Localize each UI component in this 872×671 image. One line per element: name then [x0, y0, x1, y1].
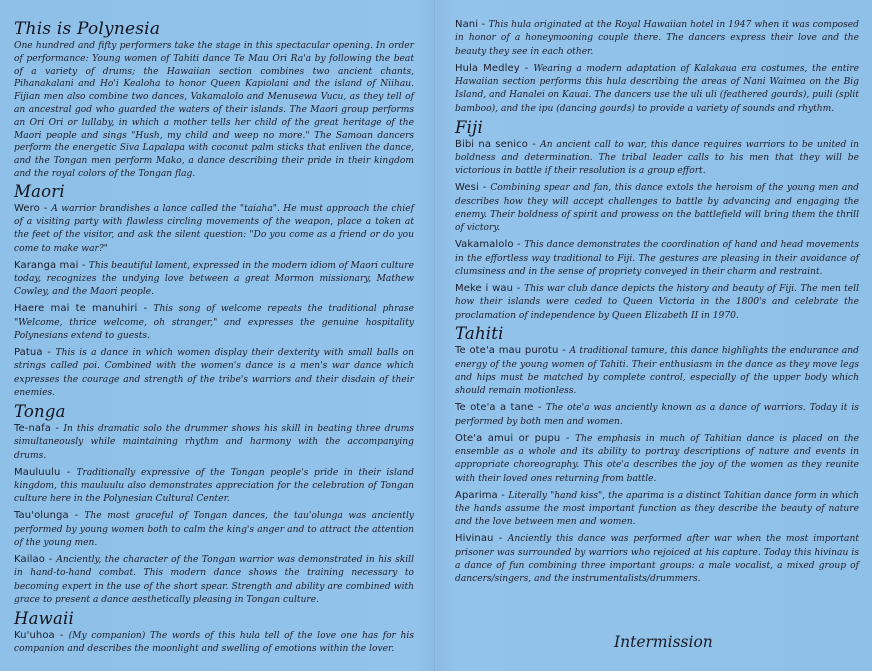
dance-title: Wesi — [455, 182, 479, 194]
dance-title: Meke i wau — [455, 282, 514, 294]
dance-entry — [455, 181, 859, 235]
dance-description: Wearing a modern adaptation of Kalakaua era costumes, the entire Hawaiian section performs this hula describing the areas of Nani Waimea on the Big Island, and Hanalei on Kauai. The dancers use the uli uli (feathered gourds), puili (split bamboo), and the ipu (dancing gourds) to provide a variety of sounds and rhythm. — [455, 63, 859, 114]
dance-description: This war club dance depicts the history and beauty of Fiji. The men tell how their islands were ceded to Queen Victoria in the 1800's and celebrate the proclamation of independence by Queen Elizabeth II in 1970. — [455, 283, 859, 321]
title-separator: - — [533, 402, 546, 414]
section-heading-hawaii: Hawaii — [14, 608, 74, 628]
section-heading-tonga: Tonga — [14, 401, 66, 421]
dance-title: Te ote'a a tane — [455, 402, 534, 414]
dance-entry — [455, 18, 859, 59]
dance-title: Bibi na senico — [455, 138, 528, 150]
dance-title: Nani — [455, 19, 479, 30]
dance-title: Mauluulu — [14, 466, 61, 478]
dance-entry — [455, 238, 859, 279]
section-heading-polynesia: This is Polynesia — [14, 19, 161, 39]
dance-entry — [14, 629, 414, 657]
dance-entry — [14, 466, 414, 507]
dance-title: Aparima — [455, 489, 498, 501]
dance-entry — [455, 282, 859, 323]
title-separator: - — [527, 138, 541, 150]
section-heading-fiji: Fiji — [455, 117, 483, 137]
dance-entry — [455, 401, 859, 429]
intermission-label: Intermission — [614, 633, 713, 651]
dance-title: Karanga mai — [14, 259, 79, 271]
dance-description: This is a dance in which women display their dexterity with small balls on strings called poi. Combined with the women's dance is a men's war dance which expresses the courage and strength of the tribe's warriors and their disdain of their enemies. — [14, 347, 414, 399]
dance-entry — [455, 138, 859, 179]
page-fold — [434, 0, 438, 671]
title-separator: - — [50, 422, 64, 434]
left-sections — [14, 183, 414, 657]
dance-entry — [14, 302, 414, 343]
dance-description: (My companion) The words of this hula tell of the love one has for his companion and describes the moonlight and swelling of emotions within the lover. — [14, 630, 414, 655]
dance-description: Combining spear and fan, this dance extols the heroism of the young men and describes how they will accept challenges to battle by advancing and engaging the enemy. Their boldness of spirit and prowess on the battlefield will bring them the thrill of victory. — [455, 183, 859, 234]
dance-description: A traditional tamure, this dance highlights the endurance and energy of the young women of Tahiti. Their enthusiasm in the dance as they move legs and hips must be matched by complete control, especially of the upper body which should remain motionless. — [455, 346, 859, 397]
dance-entry — [455, 344, 859, 398]
title-separator: - — [42, 346, 56, 358]
right-column — [455, 0, 859, 589]
dance-title: Ote'a amui or pupu — [455, 432, 561, 444]
title-separator: - — [68, 510, 85, 522]
dance-title: Kailao — [14, 553, 45, 565]
dance-description: Anciently, the character of the Tongan warrior was demonstrated in his skill in hand-to-hand combat. This modern dance shows the training necessary to becoming expert in the use of the short spear. Strength and ability are combined with grace to present a dance aesthetically pleasing in Tongan culture. — [14, 554, 414, 605]
dance-description: The emphasis in much of Tahitian dance is placed on the ensemble as a whole and its ability to portray descriptions of nature and events in appropriate choreography. This ote'a describes the joy of the women as they reunite with their loved ones returning from battle. — [455, 433, 859, 484]
dance-description: The most graceful of Tongan dances, the tau'olunga was anciently performed by young women both to calm the king's anger and to attract the attention of the young men. — [14, 511, 414, 548]
dance-description: Anciently this dance was performed after war when the most important prisoner was surrounded by warriors who rejoiced at his capture. Today this hivinau is a dance of fun combining three important groups: a male vocalist, a mixed group of dancers/singers, and the instrumentalists/drummers. — [455, 534, 859, 585]
dance-entry — [14, 346, 414, 400]
dance-title: Te-nafa — [14, 422, 51, 434]
title-separator: - — [560, 432, 576, 444]
title-separator: - — [39, 202, 52, 214]
dance-description: A warrior brandishes a lance called the "taiaha". He must approach the chief of a visiting party with flawless circling movements of the weapon, place a token at the feet of the visitor, and ask the silent question: "Do you come as a friend or do you come to make war?" — [14, 203, 414, 254]
dance-entry — [455, 62, 859, 116]
dance-description: This beautiful lament, expressed in the modern idiom of Maori culture today, recognizes the undying love between a great Mormon missionary, Mathew Cowley, and the Maori people. — [14, 260, 414, 298]
dance-title: Vakamalolo — [455, 239, 514, 251]
dance-description: In this dramatic solo the drummer shows his skill in beating three drums simultaneously while maintaining rhythm and harmony with the accompanying drums. — [14, 423, 414, 461]
dance-title: Te ote'a mau purotu — [455, 345, 559, 357]
dance-description: Traditionally expressive of the Tongan people's pride in their island kingdom, this mauluulu also demonstrates appreciation for the celebration of Tongan culture here in the Polynesian Cultural Center. — [14, 467, 414, 505]
dance-title: Hivinau — [455, 533, 494, 545]
dance-entry — [14, 259, 414, 300]
title-separator: - — [54, 629, 69, 641]
title-separator: - — [493, 533, 508, 545]
section-heading-tahiti: Tahiti — [455, 324, 504, 344]
title-separator: - — [519, 62, 534, 74]
dance-description: This hula originated at the Royal Hawaiian hotel in 1947 when it was composed in honor of a honeymooning couple there. The dancers express their love and the beauty they see in each other. — [455, 20, 859, 57]
title-separator: - — [137, 303, 154, 315]
dance-title: Tau'olunga — [14, 510, 69, 522]
dance-description: This dance demonstrates the coordination of hand and head movements in the effortless way traditional to Fiji. The gestures are pleasing in their avoidance of clumsiness and in the sense of propriety conveyed in their charm and restraint. — [455, 240, 859, 277]
dance-title: Hula Medley — [455, 62, 520, 74]
title-separator: - — [478, 182, 491, 194]
polynesia-intro: One hundred and fifty performers take the stage in this spectacular opening. In order of performance: Young women of Tahiti dance Te Mau Ori Ra'a by following the beat of a variety of drums; the Hawaiian section combines two ancient chants, Pihanakalani and Ho'i Kealoha to honor Queen Kapiolani and the island of Niihau. Fijian men also combine two dances, Vakamalolo and Menusewa Vucu, as they tell of an ancestral god who guarded the waters of their islands. The Maori group performs an Ori Ori or lullaby, in which a mother tells her child of the great heritage of the Maori people and sings "Hush, my child and weep no more." The Samoan dancers perform the energetic Siva Lapalapa with coconut palm sticks that enliven the dance, and the Tongan men perform Mako, a dance describing their pride in their kingdom and the royal colors of the Tongan flag. — [14, 41, 414, 179]
dance-description: The ote'a was anciently known as a dance of warriors. Today it is performed by both men and women. — [455, 403, 859, 427]
dance-entry — [14, 422, 414, 463]
dance-entry — [455, 432, 859, 486]
dance-description: An ancient call to war, this dance requires warriors to be united in boldness and determination. The tribal leader calls to his men that they will be victorious in battle if their resolution is a group effort. — [455, 139, 859, 177]
dance-title: Wero — [14, 202, 40, 214]
dance-entry — [14, 553, 414, 607]
title-separator: - — [497, 489, 509, 501]
title-separator: - — [513, 239, 525, 251]
title-separator: - — [44, 553, 57, 565]
dance-title: Haere mai te manuhiri — [14, 303, 138, 315]
title-separator: - — [478, 19, 489, 30]
left-column — [14, 0, 414, 659]
title-separator: - — [78, 259, 89, 271]
right-sections — [455, 18, 859, 587]
title-separator: - — [513, 282, 525, 294]
dance-title: Patua — [14, 346, 43, 358]
title-separator: - — [558, 345, 570, 357]
dance-title: Ku'uhoa — [14, 629, 55, 641]
dance-entry — [455, 489, 859, 530]
dance-entry — [14, 509, 414, 550]
dance-description: Literally "hand kiss", the aparima is a distinct Tahitian dance form in which the hands assume the most important function as they describe the beauty of nature and the love between men and women. — [455, 490, 859, 528]
title-separator: - — [60, 466, 77, 478]
dance-entry — [455, 532, 859, 586]
section-heading-maori: Maori — [14, 181, 65, 201]
dance-entry — [14, 202, 414, 256]
dance-description: This song of welcome repeats the traditional phrase "Welcome, thrice welcome, oh stranger," and expresses the genuine hospitality Polynesians extend to guests. — [14, 304, 414, 342]
